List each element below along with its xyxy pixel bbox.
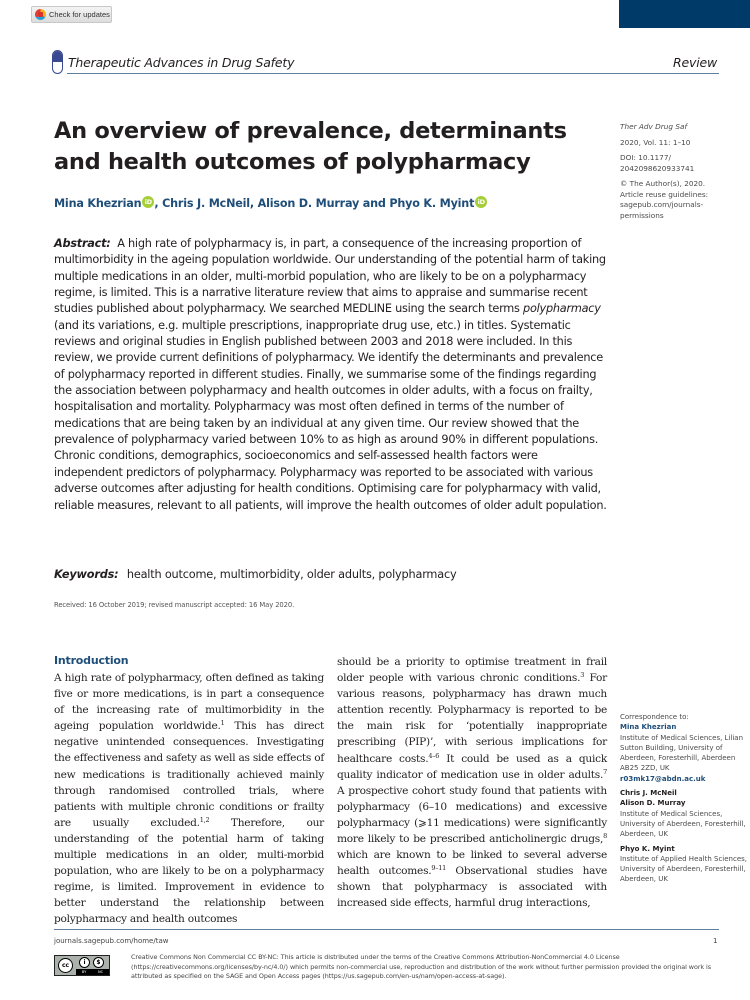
citation-ref[interactable]: 1,2 <box>199 815 210 824</box>
header-rule <box>67 73 719 74</box>
journal-color-block <box>619 0 750 28</box>
reuse-link[interactable]: sagepub.com/journals- <box>620 200 704 209</box>
affiliation-name: Chris J. McNeil <box>620 789 677 798</box>
journal-abbreviation: Ther Adv Drug Saf <box>620 122 688 131</box>
cc-license-icons <box>76 956 109 975</box>
article-type-label: Review <box>673 55 717 70</box>
body-text: Therefore, our understanding of the potential harm of taking multiple medications in an older, multi-morbid population, who are likely to be on a polypharmacy regime, is limited. Improvement in evidence to better understand the relationship between polypharmacy and health outcomes <box>54 816 324 926</box>
capsule-logo-icon <box>52 50 63 74</box>
noncommercial-dollar-icon: $ <box>93 957 104 968</box>
affiliation-address: Institute of Applied Health Sciences, University of Aberdeen, Foresterhill, Aberdeen, UK <box>620 854 748 884</box>
journal-header <box>51 49 719 76</box>
correspondence-block <box>620 712 748 889</box>
keywords-value: health outcome, multimorbidity, older adults, polypharmacy <box>126 568 457 581</box>
cc-by-nc-badge[interactable] <box>54 955 110 976</box>
correspondence-label: Correspondence to: <box>620 713 689 721</box>
abstract-text-1: A high rate of polypharmacy is, in part, a consequence of the increasing proportion of multimorbidity in the ageing population worldwide. Our understanding of the potential harm of taking multiple medications in an older, multi-morbid population, who are likely to be on a polypharmacy regime, is limited. This is a narrative literature review that aims to appraise and summarise recent studies published about polypharmacy. We searched MEDLINE using the search terms <box>54 237 606 316</box>
copyright-block <box>620 179 748 221</box>
section-heading-introduction: Introduction <box>54 654 129 667</box>
volume-info: 2020, Vol. 11: 1–10 <box>620 137 691 147</box>
body-text: It could be used as a quick quality indicator of medication use in older adults. <box>337 752 607 781</box>
journal-name: Therapeutic Advances in Drug Safety <box>68 55 295 70</box>
cc-strip <box>76 969 109 975</box>
abstract <box>54 236 609 514</box>
footer-rule <box>54 929 719 930</box>
body-text: This has direct negative unintended consequences. Investigating the effectiveness and safety as well as side effects of new medications is traditionally achieved mainly through randomised controlled trials, where patients with multiple chronic conditions or frailty are usually excluded. <box>54 720 324 829</box>
reuse-link-cont[interactable]: permissions <box>620 210 664 220</box>
affiliation-name: Alison D. Murray <box>620 799 686 808</box>
author-separator: and <box>359 197 390 210</box>
citation-ref[interactable]: 8 <box>603 832 607 841</box>
body-text: should be a priority to optimise treatment in frail older people with various chronic conditions. <box>337 656 607 685</box>
abstract-search-term: polypharmacy <box>523 302 601 316</box>
author-name[interactable]: Mina Khezrian <box>54 197 142 210</box>
page-number: 1 <box>713 937 718 945</box>
copyright: © The Author(s), 2020. <box>620 179 706 188</box>
article-title: An overview of prevalence, determinants and health outcomes of polypharmacy <box>54 118 567 175</box>
citation-ref[interactable]: 3 <box>580 671 585 680</box>
body-text: A prospective cohort study found that patients with polypharmacy (6–10 medications) and excessive polypharmacy (⩾11 medications) were significantly more likely to be prescribed anticholinergic drugs, <box>337 784 607 846</box>
keywords-label: Keywords: <box>54 568 119 581</box>
orcid-icon[interactable]: iD <box>142 196 154 208</box>
orcid-icon[interactable]: iD <box>475 196 487 208</box>
article-metadata <box>620 122 748 226</box>
affiliation-group-2 <box>620 788 748 839</box>
affiliation-address: Institute of Medical Sciences, University of Aberdeen, Foresterhill, Aberdeen, UK <box>620 809 746 839</box>
received-dates: Received: 16 October 2019; revised manuscript accepted: 16 May 2020. <box>54 601 295 609</box>
cc-nc-label: NC <box>98 970 104 974</box>
citation-ref[interactable]: 7 <box>603 767 607 776</box>
check-for-updates-button[interactable] <box>31 6 112 23</box>
creative-commons-icon: cc <box>58 958 73 973</box>
correspondence-primary <box>620 712 748 784</box>
citation-ref[interactable]: 9–11 <box>431 864 447 873</box>
doi[interactable] <box>620 153 748 174</box>
doi-value: 2042098620933741 <box>620 163 695 173</box>
crossmark-icon <box>35 9 46 20</box>
author-name[interactable]: Alison D. Murray <box>257 197 360 210</box>
journal-url-link[interactable]: journals.sagepub.com/home/taw <box>54 937 169 945</box>
cc-logo-area <box>55 956 76 975</box>
body-column-left <box>54 670 324 928</box>
citation-ref[interactable]: 1 <box>220 719 225 728</box>
citation-ref[interactable]: 4–6 <box>428 751 440 760</box>
abstract-text-2: (and its variations, e.g. multiple prescriptions, inappropriate drug use, etc.) in titles. Systematic reviews and original studies in English published between 2003 and 2018 were included. In this review, we provide current definitions of polypharmacy. We identify the determinants and prevalence of polypharmacy reported in different studies. Finally, we summarise some of the findings regarding the association between polypharmacy and health outcomes in older adults, with a focus on frailty, hospitalisation and mortality. Polypharmacy was most often defined in terms of the number of medications that are being taken by an individual at any given time. Our review showed that the prevalence of polypharmacy varied between 10% to as high as around 90% in different populations. Chronic conditions, demographics, socioeconomics and self-assessed health factors were independent predictors of polypharmacy. Polypharmacy was reported to be associated with various adverse outcomes after adjusting for health conditions. Optimising care for polypharmacy with valid, reliable measures, relevant to all patients, will improve the health outcomes of older adult population. <box>54 318 607 512</box>
author-list <box>54 196 487 210</box>
correspondence-email-link[interactable]: r03mk17@abdn.ac.uk <box>620 774 706 783</box>
doi-label: DOI: 10.1177/ <box>620 153 671 162</box>
correspondence-address: Institute of Medical Sciences, Lilian Sutton Building, University of Aberdeen, Foresterhill, Aberdeen AB25 2ZD, UK <box>620 733 744 773</box>
author-separator: , <box>249 197 258 210</box>
author-name[interactable]: Phyo K. Myint <box>389 197 475 210</box>
body-column-right <box>337 654 607 912</box>
keywords <box>54 568 456 581</box>
author-name[interactable]: Chris J. McNeil <box>162 197 250 210</box>
body-text: For various reasons, polypharmacy has drawn much attention recently. Polypharmacy is reported to be the main risk for ‘potentially inappropriate prescribing (PIP)’, with serious implications for healthcare costs. <box>337 672 607 765</box>
affiliation-name: Phyo K. Myint <box>620 844 675 853</box>
license-text: Creative Commons Non Commercial CC BY-NC: This article is distributed under the terms of the Creative Commons Attribution-NonCommercial 4.0 License (https://creativecommons.org/licenses/by-nc/4.0/) which permits non-commercial use, reproduction and distribution of the work without further permission provided the original work is attributed as specified on the SAGE and Open Access pages (https://us.sagepub.com/en-us/nam/open-access-at-sage). <box>131 953 712 980</box>
affiliation-group-3 <box>620 844 748 885</box>
body-text: which are known to be linked to several adverse health outcomes. <box>337 849 607 878</box>
correspondence-name: Mina Khezrian <box>620 723 677 732</box>
body-text: A high rate of polypharmacy, often defined as taking five or more medications, is in part a consequence of the increasing rate of multimorbidity in the ageing population worldwide. <box>54 672 324 733</box>
reuse-label: Article reuse guidelines: <box>620 189 709 199</box>
check-for-updates-label: Check for updates <box>49 10 110 19</box>
author-separator: , <box>154 197 163 210</box>
attribution-person-icon: i <box>79 957 90 968</box>
body-text: Observational studies have shown that polypharmacy is associated with increased side effects, harmful drug interactions, <box>337 865 607 910</box>
abstract-label: Abstract: <box>54 237 111 250</box>
cc-by-label: BY <box>81 970 87 974</box>
